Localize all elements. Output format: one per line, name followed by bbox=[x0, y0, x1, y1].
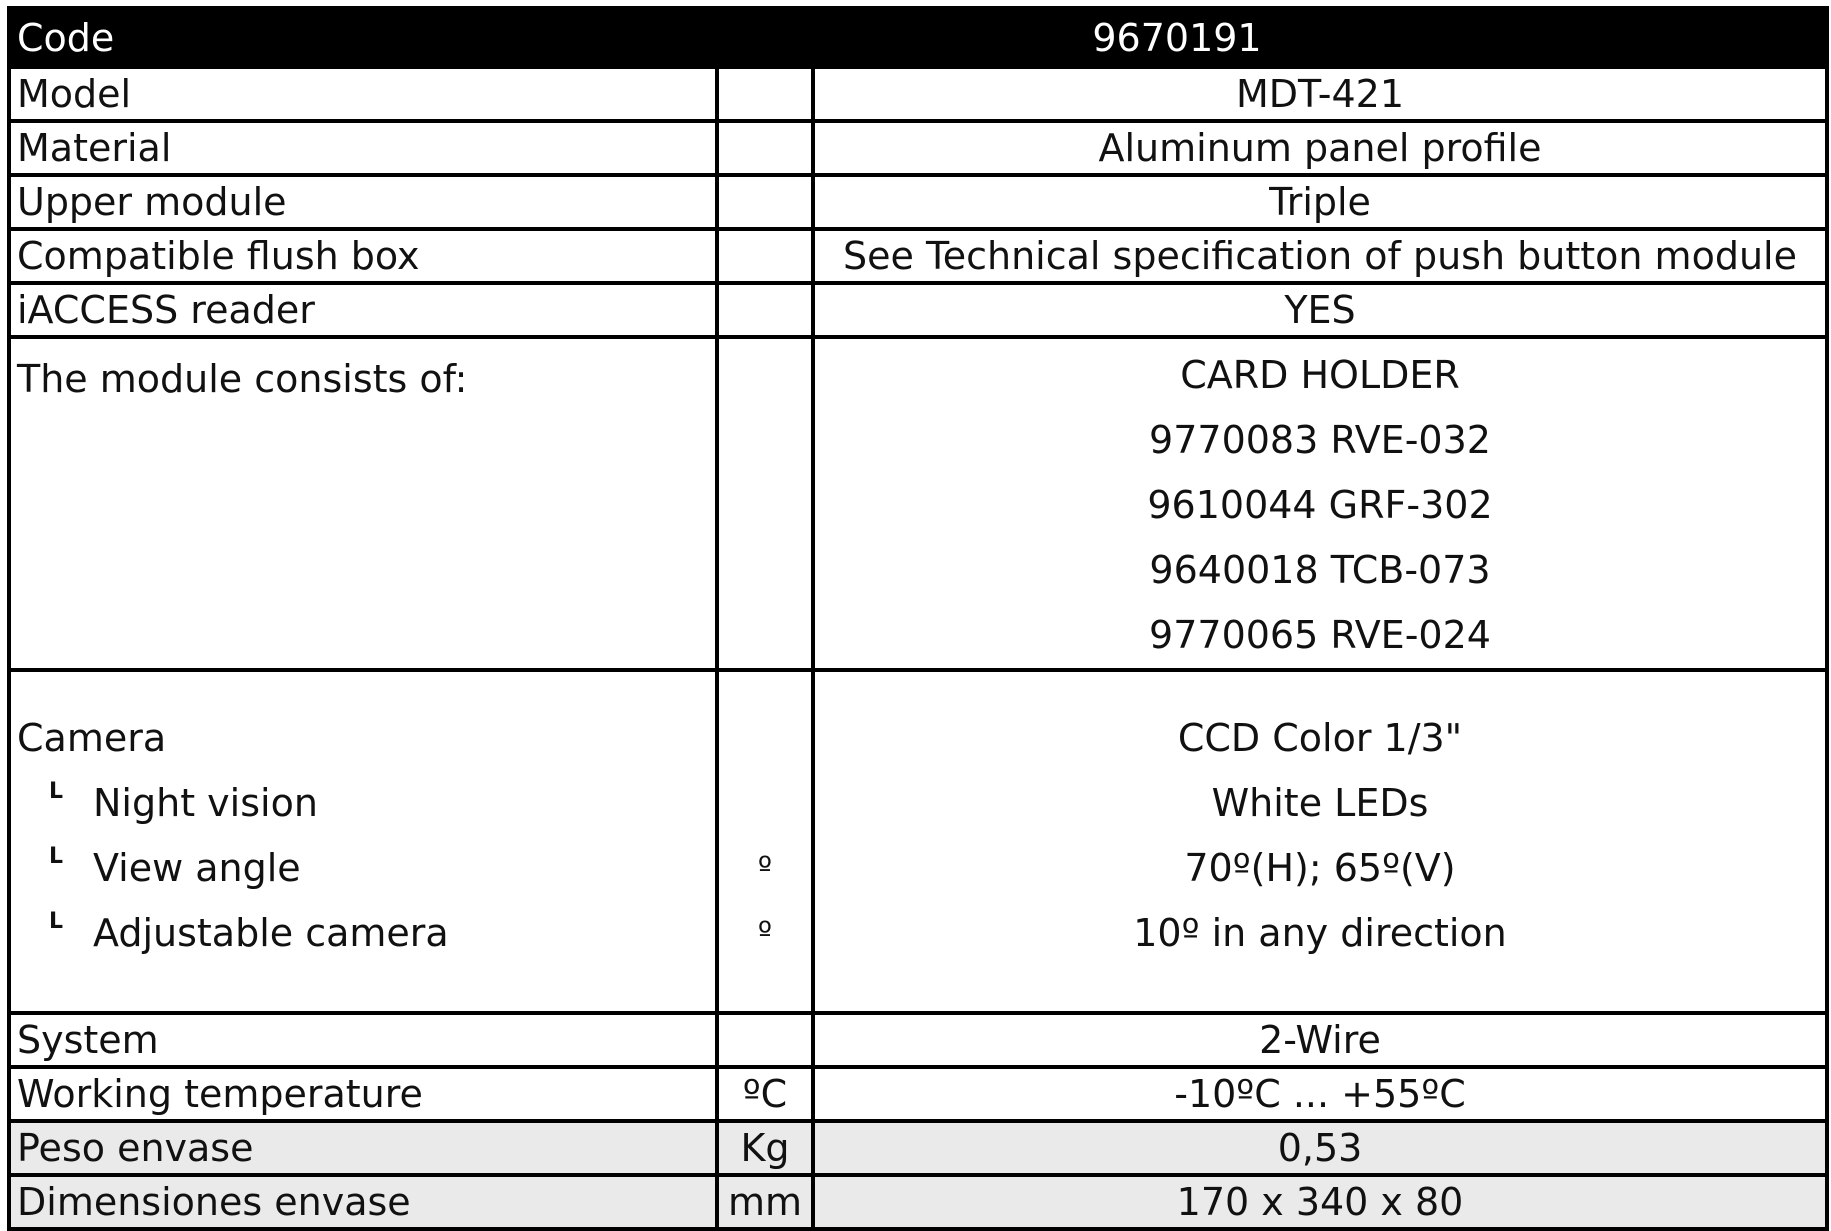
sub-item-marker: L bbox=[49, 844, 64, 869]
code-value: 9670191 bbox=[717, 8, 1827, 67]
component-item: 9770083 RVE-032 bbox=[1149, 418, 1491, 462]
camera-value: CCD Color 1/3" bbox=[1177, 716, 1463, 760]
camera-labels bbox=[9, 670, 717, 1013]
system-row bbox=[9, 1013, 1827, 1067]
flush-box-value: See Technical specification of push button module bbox=[813, 229, 1827, 283]
component-item: CARD HOLDER bbox=[1180, 353, 1460, 397]
weight-unit: Kg bbox=[717, 1121, 813, 1175]
code-row bbox=[9, 8, 1827, 67]
sub-item-marker: L bbox=[49, 779, 64, 804]
components-label-text: The module consists of: bbox=[17, 357, 468, 401]
dimensions-row bbox=[9, 1175, 1827, 1229]
flush-box-label: Compatible flush box bbox=[9, 229, 717, 283]
temperature-value: -10ºC ... +55ºC bbox=[813, 1067, 1827, 1121]
camera-units bbox=[717, 670, 813, 1013]
view-angle-label: View angle bbox=[93, 846, 301, 890]
system-label: System bbox=[9, 1013, 717, 1067]
view-angle-unit: º bbox=[757, 851, 773, 886]
material-value: Aluminum panel profile bbox=[813, 121, 1827, 175]
view-angle-value: 70º(H); 65º(V) bbox=[1184, 846, 1456, 890]
night-vision-unit bbox=[719, 771, 811, 836]
component-item: 9610044 GRF-302 bbox=[1147, 483, 1493, 527]
weight-label: Peso envase bbox=[9, 1121, 717, 1175]
model-unit bbox=[717, 67, 813, 121]
flush-box-row bbox=[9, 229, 1827, 283]
model-value: MDT-421 bbox=[813, 67, 1827, 121]
components-row bbox=[9, 337, 1827, 670]
material-unit bbox=[717, 121, 813, 175]
camera-label: Camera bbox=[17, 716, 167, 760]
camera-values bbox=[813, 670, 1827, 1013]
iaccess-unit bbox=[717, 283, 813, 337]
component-item: 9640018 TCB-073 bbox=[1149, 548, 1491, 592]
temperature-label: Working temperature bbox=[9, 1067, 717, 1121]
sub-item-marker: L bbox=[49, 909, 64, 934]
dimensions-label: Dimensiones envase bbox=[9, 1175, 717, 1229]
adjustable-camera-label-line bbox=[17, 901, 715, 966]
adjustable-camera-label: Adjustable camera bbox=[93, 911, 449, 955]
components-label bbox=[9, 337, 717, 670]
temperature-unit: ºC bbox=[717, 1067, 813, 1121]
components-values bbox=[813, 337, 1827, 670]
model-label: Model bbox=[9, 67, 717, 121]
camera-unit bbox=[719, 706, 811, 771]
dimensions-value: 170 x 340 x 80 bbox=[813, 1175, 1827, 1229]
components-unit bbox=[717, 337, 813, 670]
night-vision-value: White LEDs bbox=[1211, 781, 1429, 825]
dimensions-unit: mm bbox=[717, 1175, 813, 1229]
material-row bbox=[9, 121, 1827, 175]
adjustable-camera-unit: º bbox=[757, 916, 773, 951]
model-row bbox=[9, 67, 1827, 121]
weight-value: 0,53 bbox=[813, 1121, 1827, 1175]
camera-row bbox=[9, 670, 1827, 1013]
upper-module-label: Upper module bbox=[9, 175, 717, 229]
night-vision-label: Night vision bbox=[93, 781, 318, 825]
spec-table bbox=[7, 6, 1829, 1231]
iaccess-value: YES bbox=[813, 283, 1827, 337]
upper-module-unit bbox=[717, 175, 813, 229]
iaccess-label: iACCESS reader bbox=[9, 283, 717, 337]
material-label: Material bbox=[9, 121, 717, 175]
night-vision-label-line bbox=[17, 771, 715, 836]
upper-module-row bbox=[9, 175, 1827, 229]
temperature-row bbox=[9, 1067, 1827, 1121]
upper-module-value: Triple bbox=[813, 175, 1827, 229]
component-item: 9770065 RVE-024 bbox=[1149, 613, 1491, 657]
view-angle-label-line bbox=[17, 836, 715, 901]
weight-row bbox=[9, 1121, 1827, 1175]
adjustable-camera-value: 10º in any direction bbox=[1133, 911, 1507, 955]
flush-box-unit bbox=[717, 229, 813, 283]
system-unit bbox=[717, 1013, 813, 1067]
system-value: 2-Wire bbox=[813, 1013, 1827, 1067]
iaccess-row bbox=[9, 283, 1827, 337]
code-label: Code bbox=[9, 8, 717, 67]
